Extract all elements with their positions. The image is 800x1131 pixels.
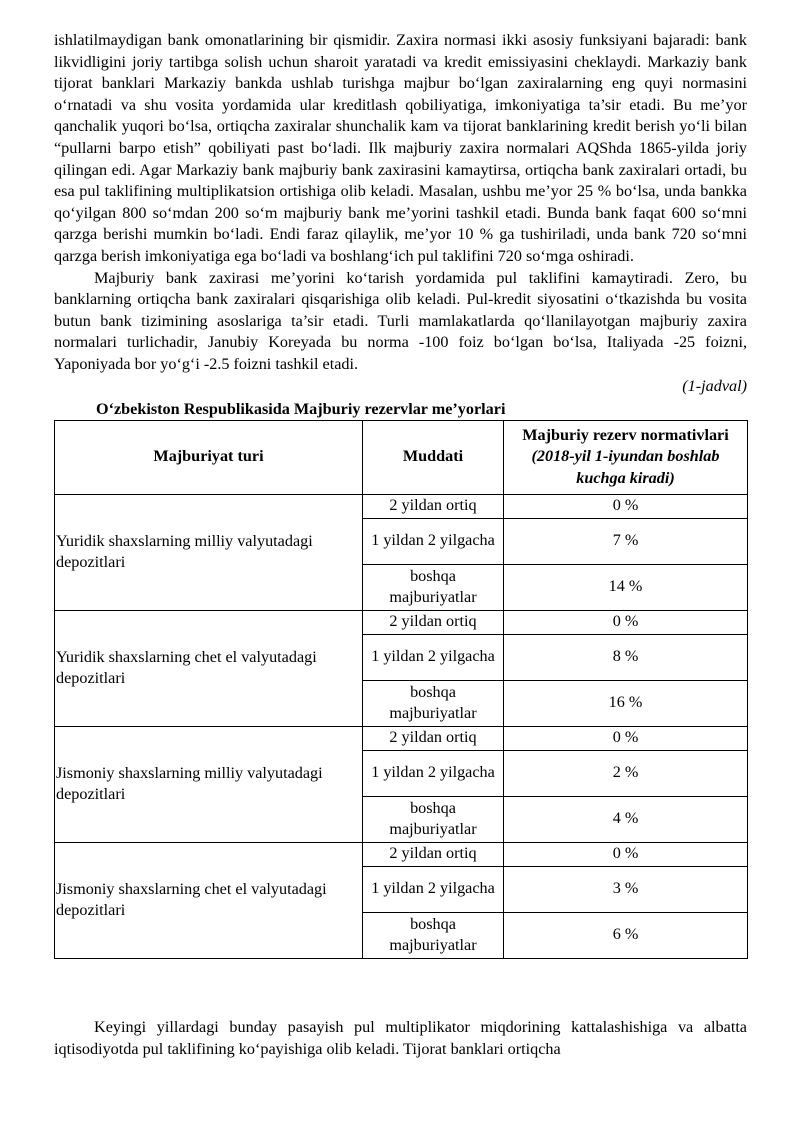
table-body (55, 494, 748, 958)
term-cell: boshqa majburiyatlar (363, 680, 504, 726)
term-cell: 1 yildan 2 yilgacha (363, 518, 504, 564)
paragraph-2: Majburiy bank zaxirasi me’yorini ko‘tarish yordamida pul taklifini kamaytiradi. Zero, bu banklarning ortiqcha bank zaxiralari qisqarishiga olib keladi. Pul-kredit siyosatini o‘tkazishda bu vosita butun bank tizimining asoslariga ta’sir etadi. Turli mamlakatlarda qo‘llanilayotgan majburiy zaxira normalari turlichadir, Janubiy Koreyada bu norma -100 foiz bo‘lgan bo‘lsa, Italiyada -25 foizni, Yaponiyada bor yo‘g‘i -2.5 foizni tashkil etadi. (54, 268, 747, 373)
header-norm-note: (2018-yil 1-iyundan boshlab kuchga kiradi) (531, 447, 720, 487)
term-cell: boshqa majburiyatlar (363, 796, 504, 842)
header-norm (504, 420, 748, 494)
obligation-type-cell: Jismoniy shaxslarning chet el valyutadagi depozitlari (55, 842, 363, 958)
reserve-rate-cell: 16 % (504, 680, 748, 726)
reserve-rate-cell: 4 % (504, 796, 748, 842)
term-cell: 2 yildan ortiq (363, 842, 504, 866)
term-cell: 2 yildan ortiq (363, 726, 504, 750)
header-norm-title: Majburiy rezerv normativlari (522, 425, 729, 444)
reserve-rate-cell: 3 % (504, 866, 748, 912)
table-row (55, 494, 748, 518)
reserve-rate-cell: 2 % (504, 750, 748, 796)
reserve-requirements-table (54, 420, 748, 959)
document-page (54, 30, 747, 959)
reserve-rate-cell: 14 % (504, 564, 748, 610)
header-term: Muddati (363, 420, 504, 494)
table-header-row (55, 420, 748, 494)
term-cell: 2 yildan ortiq (363, 494, 504, 518)
reserve-rate-cell: 0 % (504, 842, 748, 866)
reserve-rate-cell: 7 % (504, 518, 748, 564)
table-row (55, 842, 748, 866)
reserve-rate-cell: 6 % (504, 912, 748, 958)
obligation-type-cell: Yuridik shaxslarning chet el valyutadagi depozitlari (55, 610, 363, 726)
term-cell: 2 yildan ortiq (363, 610, 504, 634)
table-row (55, 726, 748, 750)
reserve-rate-cell: 0 % (504, 726, 748, 750)
term-cell: 1 yildan 2 yilgacha (363, 750, 504, 796)
table-reference: (1-jadval) (682, 376, 747, 395)
reserve-rate-cell: 8 % (504, 634, 748, 680)
reserve-rate-cell: 0 % (504, 494, 748, 518)
term-cell: boshqa majburiyatlar (363, 912, 504, 958)
obligation-type-cell: Yuridik shaxslarning milliy valyutadagi depozitlari (55, 494, 363, 610)
header-obligation-type: Majburiyat turi (55, 420, 363, 494)
term-cell: boshqa majburiyatlar (363, 564, 504, 610)
term-cell: 1 yildan 2 yilgacha (363, 866, 504, 912)
table-row (55, 610, 748, 634)
reserve-rate-cell: 0 % (504, 610, 748, 634)
term-cell: 1 yildan 2 yilgacha (363, 634, 504, 680)
obligation-type-cell: Jismoniy shaxslarning milliy valyutadagi depozitlari (55, 726, 363, 842)
closing-paragraph: Keyingi yillardagi bunday pasayish pul multiplikator miqdorining kattalashishiga va albatta iqtisodiyotda pul taklifining ko‘payishiga olib keladi. Tijorat banklari ortiqcha (54, 1018, 747, 1058)
table-caption: O‘zbekiston Respublikasida Majburiy rezervlar me’yorlari (96, 399, 506, 418)
paragraph-1: ishlatilmaydigan bank omonatlarining bir qismidir. Zaxira normasi ikki asosiy funksiyani bajaradi: bank likvidligini joriy tartibga solish uchun sharoit yaratadi va kredit emissiyasini cheklaydi. Markaziy bank tijorat banklari Markaziy bankda ushlab turishga majbur bo‘lgan zaxiralarning eng quyi normasini o‘rnatadi va shu vosita yordamida ular kreditlash qobiliyatiga, imkoniyatiga ta’sir etadi. Bu me’yor qanchalik yuqori bo‘lsa, ortiqcha zaxiralar shunchalik kam va tijorat banklarining kredit berish yo‘li bilan “pullarni barpo etish” qobiliyati past bo‘ladi. Ilk majburiy zaxira normalari AQShda 1865-yilda joriy qilingan edi. Agar Markaziy bank majburiy bank zaxirasini kamaytirsa, ortiqcha bank zaxiralari ortadi, bu esa pul taklifining multiplikatsion ortishiga olib keladi. Masalan, ushbu me’yor 25 % bo‘lsa, unda bankka qo‘yilgan 800 so‘mdan 200 so‘m majburiy bank me’yorini tashkil etadi. Bunda bank faqat 600 so‘mni qarzga berishi mumkin bo‘ladi. Endi faraz qilaylik, me’yor 10 % ga tushiriladi, unda bank 720 so‘mni qarzga berish imkoniyatiga ega bo‘ladi va boshlang‘ich pul taklifini 720 so‘mga oshiradi. (54, 31, 747, 265)
